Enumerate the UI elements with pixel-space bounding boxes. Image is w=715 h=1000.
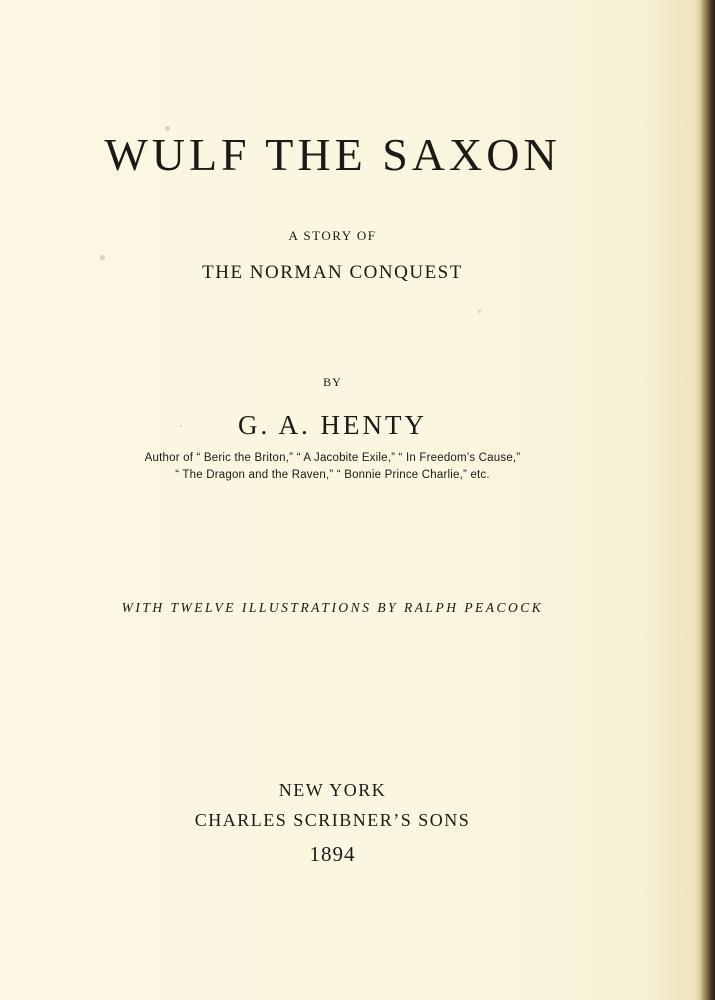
publication-year: 1894 xyxy=(309,842,356,866)
other-works-line-1: Author of “ Beric the Briton,” “ A Jacobite Exile,” “ In Freedom’s Cause,” xyxy=(144,452,521,464)
other-works-line-2: “ The Dragon and the Raven,” “ Bonnie Prince Charlie,” etc. xyxy=(175,469,490,481)
subtitle-line-2: THE NORMAN CONQUEST xyxy=(202,262,463,283)
publisher-name: CHARLES SCRIBNER’S SONS xyxy=(194,810,471,830)
author-name: G. A. HENTY xyxy=(238,410,427,440)
book-title: WULF THE SAXON xyxy=(104,129,561,180)
publication-city: NEW YORK xyxy=(278,780,387,800)
paper-speck xyxy=(478,310,481,313)
subtitle-line-1: A STORY OF xyxy=(288,228,377,243)
book-binding-edge xyxy=(701,0,715,1000)
by-label: BY xyxy=(323,375,342,389)
illustrations-credit: WITH TWELVE ILLUSTRATIONS BY RALPH PEACOCK xyxy=(121,600,544,615)
paper-speck xyxy=(100,255,105,260)
